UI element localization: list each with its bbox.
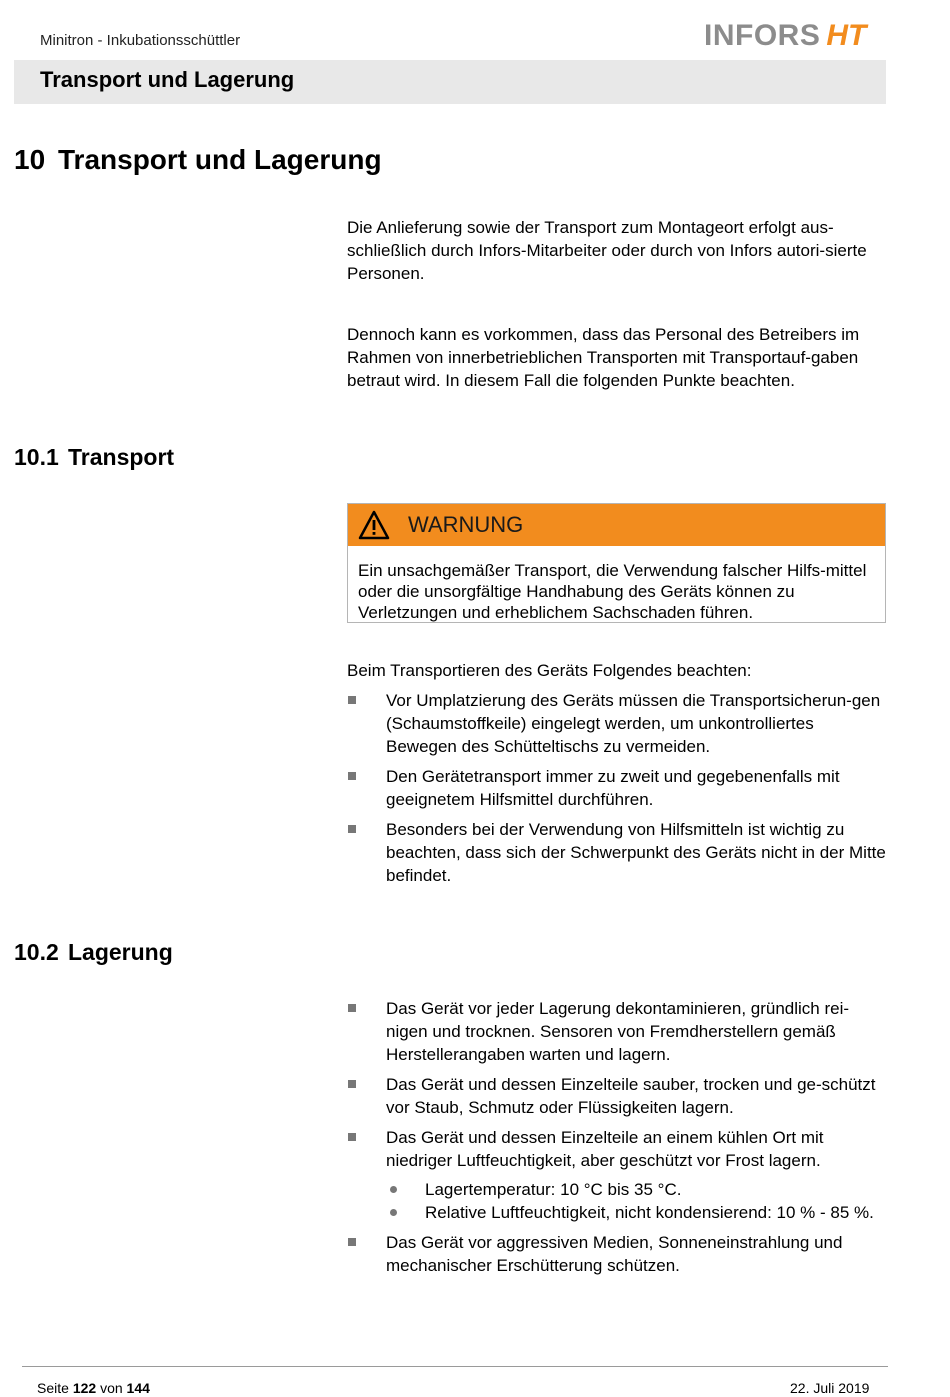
page-separator: von bbox=[100, 1380, 123, 1396]
warning-triangle-icon bbox=[358, 510, 390, 540]
square-bullet-icon bbox=[348, 772, 356, 780]
section-title: Lagerung bbox=[68, 939, 173, 965]
list-item bbox=[347, 1126, 887, 1224]
transport-lead: Beim Transportieren des Geräts Folgendes beachten: bbox=[347, 661, 752, 680]
chapter-heading bbox=[14, 144, 382, 176]
list-item bbox=[347, 997, 887, 1066]
list-item-text: Das Gerät und dessen Einzelteile sauber, trocken und ge-schützt vor Staub, Schmutz oder Flüssigkeiten lagern. bbox=[386, 1075, 876, 1117]
warning-text: Ein unsachgemäßer Transport, die Verwendung falscher Hilfs-mittel oder die unsorgfältige Handhabung des Geräts können zu Verletzungen und erheblichem Sachschaden führen. bbox=[358, 561, 867, 622]
page-number bbox=[37, 1380, 150, 1396]
square-bullet-icon bbox=[348, 696, 356, 704]
page-prefix: Seite bbox=[37, 1380, 69, 1396]
square-bullet-icon bbox=[348, 825, 356, 833]
list-item bbox=[347, 1231, 887, 1277]
section-heading-storage bbox=[14, 939, 173, 966]
chapter-title: Transport und Lagerung bbox=[58, 144, 382, 175]
storage-list bbox=[347, 997, 887, 1284]
list-item-text: Das Gerät vor jeder Lagerung dekontaminieren, gründlich rei-nigen und trocknen. Sensoren von Fremdherstellern gemäß Herstellerangaben warten und lagern. bbox=[386, 999, 850, 1064]
infors-ht-logo bbox=[704, 18, 866, 54]
sub-list-item-text: Relative Luftfeuchtigkeit, nicht kondensierend: 10 % - 85 %. bbox=[425, 1203, 874, 1222]
round-bullet-icon bbox=[390, 1186, 397, 1193]
page-current: 122 bbox=[72, 1380, 97, 1396]
sub-list-item-text: Lagertemperatur: 10 °C bis 35 °C. bbox=[425, 1180, 682, 1199]
list-item-text: Besonders bei der Verwendung von Hilfsmitteln ist wichtig zu beachten, dass sich der Schwerpunkt des Geräts nicht in der Mitte befindet. bbox=[386, 820, 886, 885]
square-bullet-icon bbox=[348, 1080, 356, 1088]
storage-sublist bbox=[386, 1178, 887, 1224]
sub-list-item bbox=[386, 1178, 887, 1201]
list-item-text: Den Gerätetransport immer zu zweit und gegebenenfalls mit geeignetem Hilfsmittel durchführen. bbox=[386, 767, 840, 809]
warning-box bbox=[347, 503, 886, 623]
section-title: Transport bbox=[68, 444, 175, 470]
list-item-text: Das Gerät vor aggressiven Medien, Sonneneinstrahlung und mechanischer Erschütterung schützen. bbox=[386, 1233, 843, 1275]
section-band-title: Transport und Lagerung bbox=[40, 67, 295, 92]
page-total: 144 bbox=[126, 1380, 150, 1396]
list-item bbox=[347, 765, 887, 811]
list-item-text: Das Gerät und dessen Einzelteile an einem kühlen Ort mit niedriger Luftfeuchtigkeit, aber geschützt vor Frost lagern. bbox=[386, 1128, 824, 1170]
list-item bbox=[347, 1073, 887, 1119]
transport-list bbox=[347, 689, 887, 894]
logo-text: INFORS bbox=[704, 19, 821, 52]
chapter-number: 10 bbox=[14, 144, 46, 175]
section-heading-transport bbox=[14, 444, 174, 471]
square-bullet-icon bbox=[348, 1238, 356, 1246]
square-bullet-icon bbox=[348, 1133, 356, 1141]
warning-title: WARNUNG bbox=[408, 512, 524, 537]
round-bullet-icon bbox=[390, 1209, 397, 1216]
sub-list-item bbox=[386, 1201, 887, 1224]
footer-divider bbox=[22, 1366, 888, 1367]
intro-paragraph-2: Dennoch kann es vorkommen, dass das Personal des Betreibers im Rahmen von innerbetrieblichen Transporten mit Transportauf-gaben betraut wird. In diesem Fall die folgenden Punkte beachten. bbox=[347, 325, 860, 390]
document-subtitle: Minitron - Inkubationsschüttler bbox=[40, 32, 241, 49]
list-item bbox=[347, 689, 887, 758]
list-item bbox=[347, 818, 887, 887]
section-number: 10.1 bbox=[14, 444, 59, 470]
square-bullet-icon bbox=[348, 1004, 356, 1012]
footer-date: 22. Juli 2019 bbox=[790, 1380, 870, 1396]
warning-header bbox=[348, 504, 885, 546]
intro-paragraph-1: Die Anlieferung sowie der Transport zum Montageort erfolgt aus-schließlich durch Infors-Mitarbeiter oder durch von Infors autori-sierte Personen. bbox=[347, 218, 867, 283]
list-item-text: Vor Umplatzierung des Geräts müssen die Transportsicherun-gen (Schaumstoffkeile) eingelegt werden, um unkontrolliertes Bewegen des Schütteltischs zu vermeiden. bbox=[386, 691, 881, 756]
logo-ht: HT bbox=[826, 19, 867, 52]
section-number: 10.2 bbox=[14, 939, 59, 965]
